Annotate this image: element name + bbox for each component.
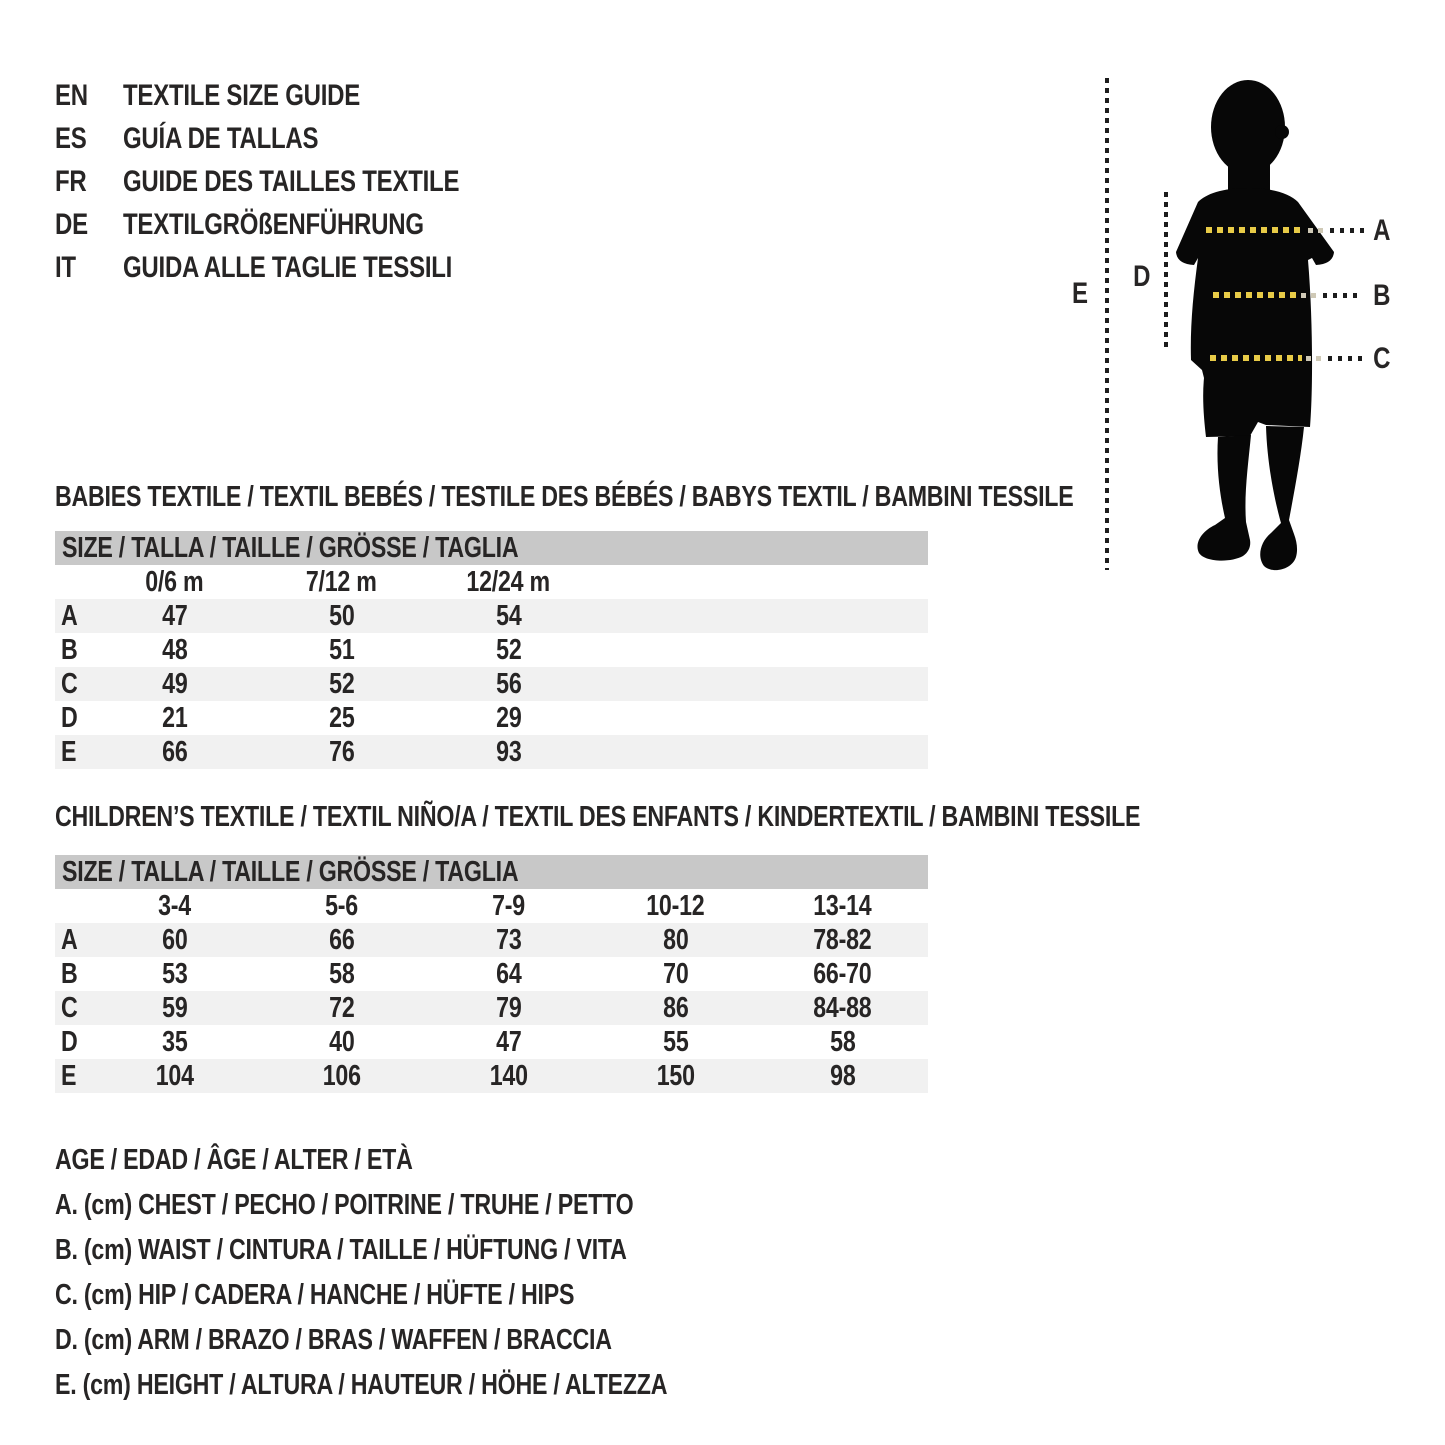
figure-label-c: C	[1373, 342, 1391, 375]
value-cell: 58	[829, 1025, 856, 1058]
legend-hip: C. (cm) HIP / CADERA / HANCHE / HÜFTE / HIPS	[55, 1279, 575, 1311]
column-header: 7-9	[492, 889, 525, 922]
row-label: E	[61, 735, 77, 768]
value-cell: 29	[495, 701, 522, 734]
value-cell: 84-88	[813, 991, 872, 1024]
value-cell: 140	[489, 1059, 528, 1092]
waist-dash-pale	[1301, 293, 1319, 298]
value-cell: 59	[161, 991, 188, 1024]
row-label: C	[61, 667, 78, 700]
table-row-d	[55, 1025, 928, 1059]
chest-dash-pale	[1308, 228, 1326, 233]
language-title: GUÍA DE TALLAS	[123, 122, 319, 155]
value-cell: 78-82	[813, 923, 872, 956]
value-cell: 73	[495, 923, 522, 956]
row-label: B	[61, 957, 78, 990]
value-cell: 47	[161, 599, 188, 632]
value-cell: 60	[161, 923, 188, 956]
language-title: GUIDA ALLE TAGLIE TESSILI	[123, 251, 453, 284]
column-header: 13-14	[813, 889, 872, 922]
value-cell: 21	[161, 701, 188, 734]
table-row-c	[55, 991, 928, 1025]
legend-age: AGE / EDAD / ÂGE / ALTER / ETÀ	[55, 1144, 413, 1176]
value-cell: 25	[328, 701, 355, 734]
value-cell: 106	[322, 1059, 361, 1092]
legend-height: E. (cm) HEIGHT / ALTURA / HAUTEUR / HÖHE / ALTEZZA	[55, 1369, 668, 1401]
value-cell: 50	[328, 599, 355, 632]
value-cell: 93	[495, 735, 522, 768]
language-code: DE	[55, 208, 88, 241]
column-header: 5-6	[325, 889, 358, 922]
column-header: 7/12 m	[306, 565, 377, 598]
row-label: C	[61, 991, 78, 1024]
column-header: 3-4	[158, 889, 191, 922]
language-code: ES	[55, 122, 87, 155]
value-cell: 79	[495, 991, 522, 1024]
babies-size-table	[55, 531, 928, 769]
hip-dash-yellow	[1210, 355, 1302, 361]
value-cell: 86	[662, 991, 689, 1024]
figure-label-d: D	[1133, 260, 1151, 293]
table-row-a	[55, 599, 928, 633]
value-cell: 98	[829, 1059, 856, 1092]
value-cell: 48	[161, 633, 188, 666]
figure-label-b: B	[1373, 279, 1391, 312]
value-cell: 40	[328, 1025, 355, 1058]
chest-measure-line-a	[1206, 227, 1364, 233]
chest-dash-black	[1330, 228, 1364, 233]
value-cell: 72	[328, 991, 355, 1024]
hip-dash-pale	[1306, 356, 1324, 361]
language-code: EN	[55, 79, 88, 112]
row-label: A	[61, 923, 78, 956]
language-title: GUIDE DES TAILLES TEXTILE	[123, 165, 460, 198]
column-header: 12/24 m	[466, 565, 551, 598]
children-section-title: CHILDREN’S TEXTILE / TEXTIL NIÑO/A / TEXTIL DES ENFANTS / KINDERTEXTIL / BAMBINI TESSILE	[55, 801, 1141, 833]
row-label: D	[61, 1025, 78, 1058]
row-label: B	[61, 633, 78, 666]
waist-dash-black	[1323, 293, 1363, 298]
table-row-d	[55, 701, 928, 735]
value-cell: 66	[328, 923, 355, 956]
value-cell: 52	[495, 633, 522, 666]
table-row-e	[55, 735, 928, 769]
value-cell: 80	[662, 923, 689, 956]
value-cell: 35	[161, 1025, 188, 1058]
figure-label-e: E	[1072, 277, 1088, 310]
size-header-bar: SIZE / TALLA / TAILLE / GRÖSSE / TAGLIA	[55, 855, 928, 889]
row-label: E	[61, 1059, 77, 1092]
value-cell: 55	[662, 1025, 689, 1058]
waist-dash-yellow	[1213, 292, 1297, 298]
babies-section-title: BABIES TEXTILE / TEXTIL BEBÉS / TESTILE DES BÉBÉS / BABYS TEXTIL / BAMBINI TESSILE	[55, 481, 1074, 513]
language-title: TEXTILGRÖßENFÜHRUNG	[123, 208, 424, 241]
row-label: D	[61, 701, 78, 734]
value-cell: 58	[328, 957, 355, 990]
legend-arm: D. (cm) ARM / BRAZO / BRAS / WAFFEN / BRACCIA	[55, 1324, 612, 1356]
hip-dash-black	[1328, 356, 1362, 361]
language-code: FR	[55, 165, 87, 198]
figure-label-a: A	[1373, 214, 1391, 247]
value-cell: 56	[495, 667, 522, 700]
column-header: 0/6 m	[145, 565, 204, 598]
value-cell: 64	[495, 957, 522, 990]
measurement-legend	[55, 1138, 820, 1408]
value-cell: 54	[495, 599, 522, 632]
value-cell: 52	[328, 667, 355, 700]
value-cell: 66	[161, 735, 188, 768]
hip-measure-line-c	[1210, 355, 1362, 361]
size-header-bar: SIZE / TALLA / TAILLE / GRÖSSE / TAGLIA	[55, 531, 928, 565]
value-cell: 47	[495, 1025, 522, 1058]
chest-dash-yellow	[1206, 227, 1304, 233]
waist-measure-line-b	[1213, 292, 1363, 298]
language-code: IT	[55, 251, 76, 284]
value-cell: 104	[155, 1059, 194, 1092]
column-header-row	[55, 889, 928, 923]
table-row-b	[55, 633, 928, 667]
value-cell: 53	[161, 957, 188, 990]
table-row-e	[55, 1059, 928, 1093]
table-row-c	[55, 667, 928, 701]
legend-waist: B. (cm) WAIST / CINTURA / TAILLE / HÜFTUNG / VITA	[55, 1234, 627, 1266]
column-header-row	[55, 565, 928, 599]
column-header: 10-12	[646, 889, 705, 922]
legend-chest: A. (cm) CHEST / PECHO / POITRINE / TRUHE / PETTO	[55, 1189, 634, 1221]
value-cell: 51	[328, 633, 355, 666]
value-cell: 150	[656, 1059, 695, 1092]
row-label: A	[61, 599, 78, 632]
value-cell: 66-70	[813, 957, 872, 990]
value-cell: 49	[161, 667, 188, 700]
table-row-b	[55, 957, 928, 991]
language-title: TEXTILE SIZE GUIDE	[123, 79, 361, 112]
children-size-table	[55, 855, 928, 1093]
value-cell: 70	[662, 957, 689, 990]
table-row-a	[55, 923, 928, 957]
value-cell: 76	[328, 735, 355, 768]
